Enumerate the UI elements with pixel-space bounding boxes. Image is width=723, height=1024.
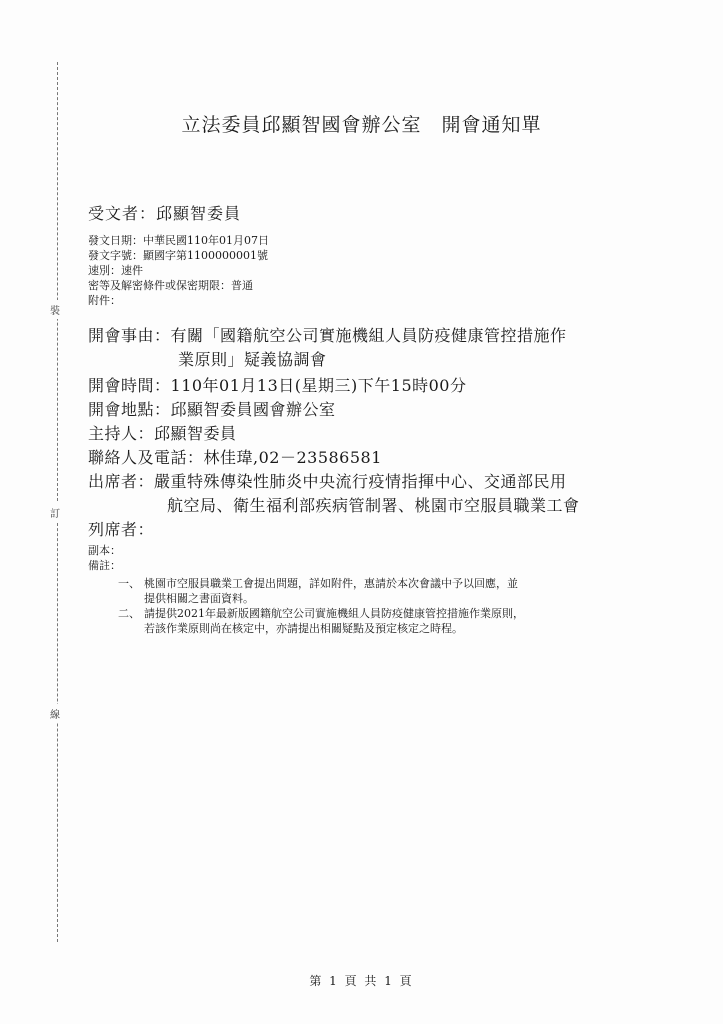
document-title: 立法委員邱顯智國會辦公室 開會通知單 xyxy=(181,114,542,136)
binding-margin-line xyxy=(57,62,58,942)
place-value: 邱顯智委員國會辦公室 xyxy=(170,400,336,419)
meeting-attendees xyxy=(88,470,580,494)
contact-label: 聯絡人及電話： xyxy=(88,448,204,467)
binding-mark-xian: 線 xyxy=(50,704,60,723)
note-text: 桃園市空服員職業工會提出問題，詳如附件，惠請於本次會議中予以回應，並 提供相關之書面資料。 xyxy=(144,577,518,605)
place-label: 開會地點： xyxy=(88,400,171,419)
urgency: 速別：速件 xyxy=(88,264,143,277)
subject-label: 開會事由： xyxy=(88,326,171,345)
notes-label: 備註： xyxy=(88,559,121,572)
meeting-host xyxy=(88,422,580,446)
binding-mark-ding: 訂 xyxy=(50,503,60,522)
time-label: 開會時間： xyxy=(88,376,171,395)
subject-value-line1: 有關「國籍航空公司實施機組人員防疫健康管控措施作 xyxy=(170,326,567,345)
recipient-line xyxy=(88,201,241,224)
page-number-footer: 第 1 頁 共 1 頁 xyxy=(309,974,414,988)
attendees-label: 出席者： xyxy=(88,472,155,491)
secrecy-level: 密等及解密條件或保密期限：普通 xyxy=(88,279,253,292)
host-value: 邱顯智委員 xyxy=(154,424,237,443)
recipient-value: 邱顯智委員 xyxy=(156,204,242,223)
contact-value: 林佳瑋,02－23586581 xyxy=(203,448,382,467)
note-item xyxy=(118,606,524,636)
host-label: 主持人： xyxy=(88,424,155,443)
recipient-label: 受文者： xyxy=(88,204,157,223)
attachment-label: 附件： xyxy=(88,294,121,307)
observers-label: 列席者： xyxy=(88,520,155,539)
binding-mark-zhuang: 裝 xyxy=(50,300,60,319)
copies-and-notes-labels xyxy=(88,543,121,573)
meeting-time xyxy=(88,374,580,398)
attendees-value-line1: 嚴重特殊傳染性肺炎中央流行疫情指揮中心、交通部民用 xyxy=(154,472,567,491)
time-value: 110年01月13日(星期三)下午15時00分 xyxy=(170,376,467,395)
issue-date: 發文日期：中華民國110年01月07日 xyxy=(88,234,269,247)
document-number: 發文字號：顯國字第1100000001號 xyxy=(88,249,268,262)
subject-value-line2: 業原則」疑義協調會 xyxy=(178,350,327,369)
note-number: 二、 xyxy=(118,607,140,620)
copies-label: 副本： xyxy=(88,544,121,557)
attendees-value-line2: 航空局、衛生福利部疾病管制署、桃園市空服員職業工會 xyxy=(167,496,580,515)
note-text: 請提供2021年最新版國籍航空公司實施機組人員防疫健康管控措施作業原則， 若該作業原則尚在核定中，亦請提出相關疑點及預定核定之時程。 xyxy=(144,607,524,635)
note-item xyxy=(118,576,524,606)
document-meta xyxy=(88,233,269,308)
meeting-place xyxy=(88,398,580,422)
meeting-details xyxy=(88,324,580,542)
note-number: 一、 xyxy=(118,577,140,590)
meeting-subject xyxy=(88,324,580,348)
meeting-contact xyxy=(88,446,580,470)
meeting-observers xyxy=(88,518,580,542)
notes-list xyxy=(118,576,524,636)
